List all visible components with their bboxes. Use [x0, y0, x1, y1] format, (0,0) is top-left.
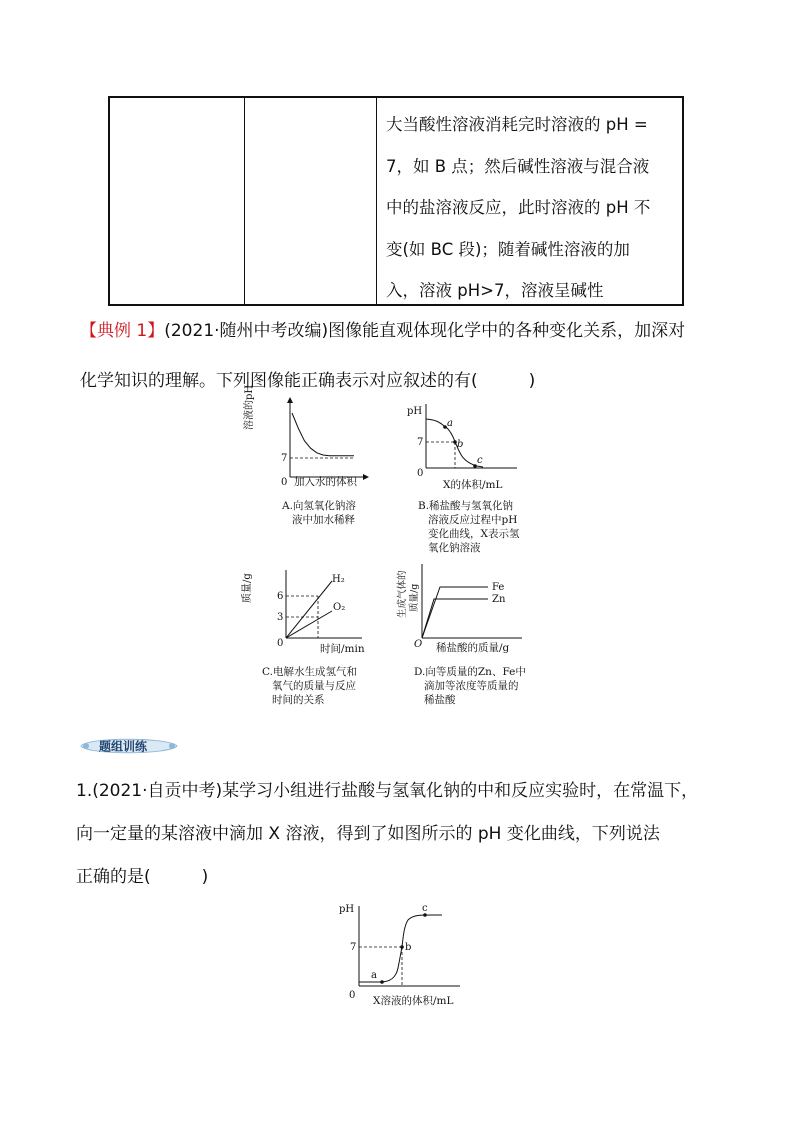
caption-line: B.稀盐酸与氢氧化钠	[418, 500, 514, 512]
x-axis-label: X溶液的体积/mL	[373, 995, 454, 1007]
fe-line	[422, 587, 488, 638]
tick-label: 3	[277, 612, 284, 623]
cell-line: 入，溶液 pH>7，溶液呈碱性	[386, 281, 604, 300]
question-1-text	[76, 776, 776, 892]
point-label: b	[405, 942, 412, 953]
badge-dot-icon	[83, 743, 89, 749]
series-label-fe: Fe	[492, 582, 505, 593]
caption-line: 溶液反应过程中pH	[428, 514, 518, 526]
caption-line: 氧化钠溶液	[428, 542, 481, 554]
series-label-h2: H₂	[332, 574, 345, 585]
caption-line: 变化曲线，X表示氢	[428, 528, 520, 540]
figure-q1	[336, 898, 466, 1010]
caption-line: C.电解水生成氢气和	[262, 666, 357, 678]
badge-dot-icon	[169, 743, 175, 749]
point-b	[400, 945, 404, 949]
example-tag: 【典例 1】	[80, 321, 165, 341]
x-axis-label: 稀盐酸的质量/g	[436, 642, 510, 654]
question-line: 向一定量的某溶液中滴加 X 溶液，得到了如图所示的 pH 变化曲线，下列说法	[76, 824, 660, 844]
point-label: a	[371, 970, 377, 981]
example-line-1: (2021·随州中考改编)图像能直观体现化学中的各种变化关系，加深对	[164, 321, 686, 341]
table-divider	[376, 98, 377, 304]
cell-line: 大当酸性溶液消耗完时溶液的 pH =	[386, 115, 648, 134]
caption-line: D.向等质量的Zn、Fe中	[414, 666, 526, 678]
ph-curve	[292, 413, 354, 456]
y-axis-label: 质量/g	[409, 583, 420, 612]
origin-label: 0	[277, 638, 284, 649]
tick-label: 6	[277, 591, 284, 602]
tick-7: 7	[350, 942, 357, 953]
h2-line	[286, 581, 332, 638]
badge-label: 题组训练	[99, 739, 148, 754]
figure-c-caption	[262, 665, 357, 707]
cell-line: 变(如 BC 段)；随着碱性溶液的加	[386, 239, 630, 259]
tick-7: 7	[417, 437, 424, 448]
question-line: 正确的是( )	[76, 867, 209, 887]
info-table	[108, 96, 684, 306]
figure-d-caption	[414, 665, 526, 707]
figure-c	[242, 566, 377, 656]
example-line-2: 化学知识的理解。下列图像能正确表示对应叙述的有( )	[80, 371, 536, 391]
x-axis-label: 时间/min	[320, 643, 365, 655]
tick-7: 7	[281, 453, 288, 464]
figure-b-caption	[418, 499, 519, 555]
table-divider	[244, 98, 245, 304]
figure-a-caption	[282, 499, 356, 527]
caption-line: 滴加等浓度等质量的	[424, 680, 519, 692]
point-a	[380, 980, 384, 984]
series-label-zn: Zn	[492, 594, 506, 605]
o2-line	[286, 611, 332, 638]
caption-line: 液中加水稀释	[292, 514, 355, 526]
cell-line: 7，如 B 点；然后碱性溶液与混合液	[386, 156, 650, 176]
example-1-text	[80, 316, 760, 396]
y-axis-label: 溶液的pH	[244, 384, 255, 430]
x-axis-label: X的体积/mL	[443, 479, 503, 491]
caption-line: 稀盐酸	[424, 694, 456, 706]
point-label: b	[457, 439, 464, 450]
caption-line: A.向氢氧化钠溶	[282, 500, 356, 512]
origin-label: 0	[281, 477, 288, 488]
y-axis-label: pH	[407, 406, 423, 417]
figure-b	[405, 400, 525, 490]
y-axis-label: 生成气体的	[397, 570, 408, 618]
figure-d	[396, 560, 531, 655]
point-label: c	[422, 903, 428, 914]
origin-label: 0	[349, 990, 356, 1001]
series-label-o2: O₂	[333, 602, 346, 613]
caption-line: 时间的关系	[272, 694, 325, 706]
y-axis-label: 质量/g	[242, 573, 253, 603]
caption-line: 氧气的质量与反应	[272, 680, 356, 692]
x-axis-label: 加入水的体积	[294, 476, 357, 488]
question-line: 1.(2021·自贡中考)某学习小组进行盐酸与氢氧化钠的中和反应实验时，在常温下，	[76, 781, 699, 801]
point-label: c	[477, 455, 483, 466]
section-badge	[77, 735, 181, 757]
table-cell-text	[386, 104, 678, 312]
zn-line	[422, 599, 488, 638]
point-label: a	[447, 418, 453, 429]
origin-label: O	[414, 639, 423, 650]
origin-label: 0	[417, 468, 424, 479]
y-axis-label: pH	[339, 904, 355, 915]
cell-line: 中的盐溶液反应，此时溶液的 pH 不	[386, 198, 651, 217]
